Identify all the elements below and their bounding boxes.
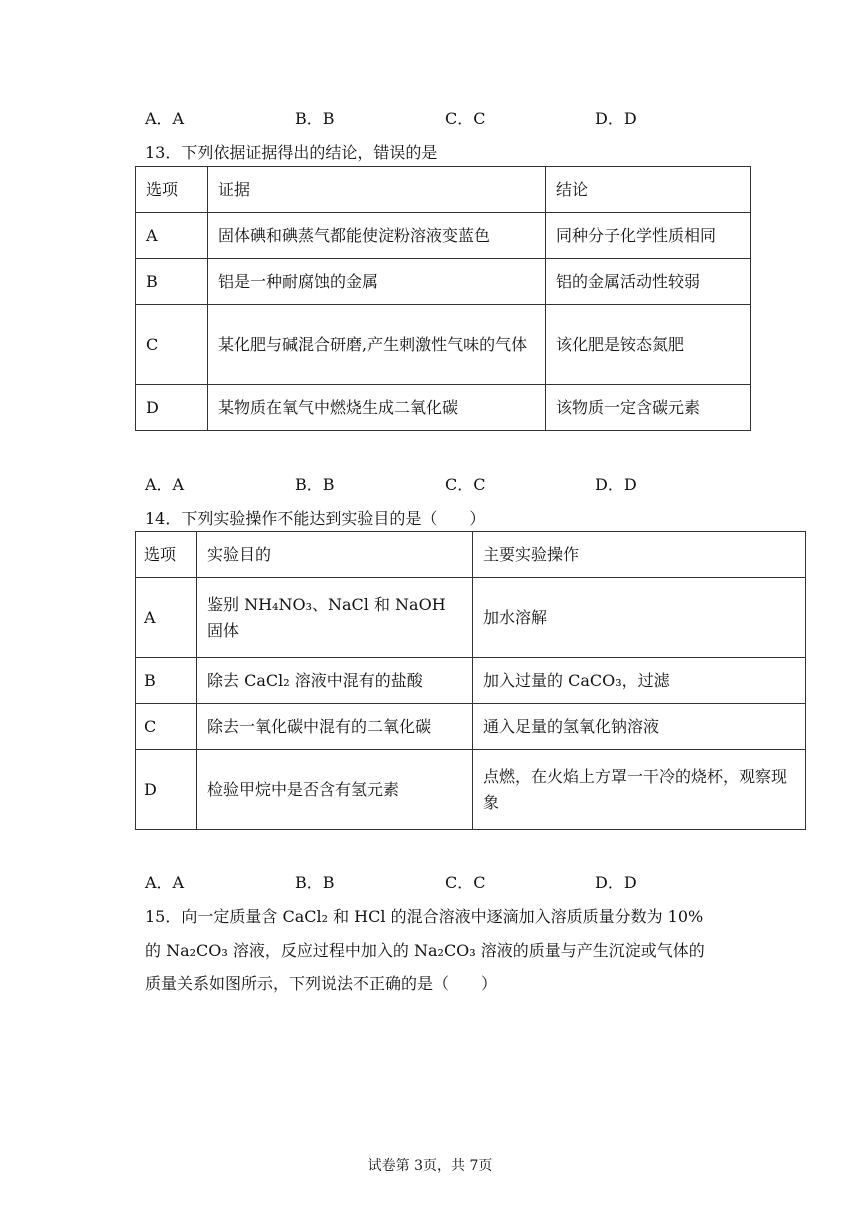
header-cell: 实验目的 (197, 532, 473, 578)
evidence-cell: 铝是一种耐腐蚀的金属 (208, 259, 546, 305)
option-cell: A (136, 213, 208, 259)
q13-option-a[interactable]: A．A (145, 475, 185, 494)
q12-option-d[interactable]: D．D (595, 109, 637, 128)
q12-option-a[interactable]: A．A (145, 109, 185, 128)
table-row (136, 704, 806, 750)
q14-option-c[interactable]: C．C (445, 873, 486, 892)
q13-option-c[interactable]: C．C (445, 475, 486, 494)
operation-cell: 加水溶解 (473, 578, 806, 658)
operation-cell: 点燃，在火焰上方罩一干冷的烧杯，观察现象 (473, 750, 806, 830)
purpose-cell: 鉴别 NH₄NO₃、NaCl 和 NaOH 固体 (197, 578, 473, 658)
table-row (136, 305, 751, 385)
q13-option-d[interactable]: D．D (595, 475, 637, 494)
table-row (136, 750, 806, 830)
evidence-cell: 固体碘和碘蒸气都能使淀粉溶液变蓝色 (208, 213, 546, 259)
option-cell: B (136, 658, 197, 704)
q14-option-d[interactable]: D．D (595, 873, 637, 892)
option-cell: C (136, 704, 197, 750)
q14-options (145, 870, 845, 892)
q12-option-c[interactable]: C．C (445, 109, 486, 128)
header-cell: 证据 (208, 167, 546, 213)
purpose-cell: 检验甲烷中是否含有氢元素 (197, 750, 473, 830)
conclusion-cell: 同种分子化学性质相同 (546, 213, 751, 259)
q13-option-b[interactable]: B．B (295, 475, 335, 494)
conclusion-cell: 该化肥是铵态氮肥 (546, 305, 751, 385)
conclusion-cell: 该物质一定含碳元素 (546, 385, 751, 431)
evidence-cell: 某化肥与碱混合研磨,产生刺激性气味的气体 (208, 305, 546, 385)
q14-table (135, 531, 806, 830)
q14-option-a[interactable]: A．A (145, 873, 185, 892)
table-header-row (136, 532, 806, 578)
option-cell: D (136, 750, 197, 830)
purpose-cell: 除去一氧化碳中混有的二氧化碳 (197, 704, 473, 750)
q15-line-2: 的 Na₂CO₃ 溶液，反应过程中加入的 Na₂CO₃ 溶液的质量与产生沉淀或气体的 (145, 941, 705, 960)
table-header-row (136, 167, 751, 213)
q13-table (135, 166, 751, 431)
option-cell: B (136, 259, 208, 305)
conclusion-cell: 铝的金属活动性较弱 (546, 259, 751, 305)
option-cell: C (136, 305, 208, 385)
operation-cell: 加入过量的 CaCO₃，过滤 (473, 658, 806, 704)
header-cell: 选项 (136, 532, 197, 578)
evidence-cell: 某物质在氧气中燃烧生成二氧化碳 (208, 385, 546, 431)
table-row (136, 213, 751, 259)
table-row (136, 578, 806, 658)
header-cell: 主要实验操作 (473, 532, 806, 578)
table-row (136, 658, 806, 704)
q12-options (145, 106, 845, 128)
q13-options (145, 472, 845, 494)
header-cell: 选项 (136, 167, 208, 213)
operation-cell: 通入足量的氢氧化钠溶液 (473, 704, 806, 750)
q14-title: 14．下列实验操作不能达到实验目的是（ ） (145, 509, 486, 528)
table-row (136, 259, 751, 305)
header-cell: 结论 (546, 167, 751, 213)
q13-title: 13．下列依据证据得出的结论，错误的是 (145, 143, 438, 162)
option-cell: A (136, 578, 197, 658)
purpose-cell: 除去 CaCl₂ 溶液中混有的盐酸 (197, 658, 473, 704)
q14-option-b[interactable]: B．B (295, 873, 335, 892)
q15-line-3: 质量关系如图所示，下列说法不正确的是（ ） (145, 974, 498, 993)
q12-option-b[interactable]: B．B (295, 109, 335, 128)
page-footer: 试卷第 3页，共 7页 (367, 1158, 493, 1174)
q15-line-1: 15．向一定质量含 CaCl₂ 和 HCl 的混合溶液中逐滴加入溶质质量分数为 10% (145, 907, 704, 926)
option-cell: D (136, 385, 208, 431)
table-row (136, 385, 751, 431)
